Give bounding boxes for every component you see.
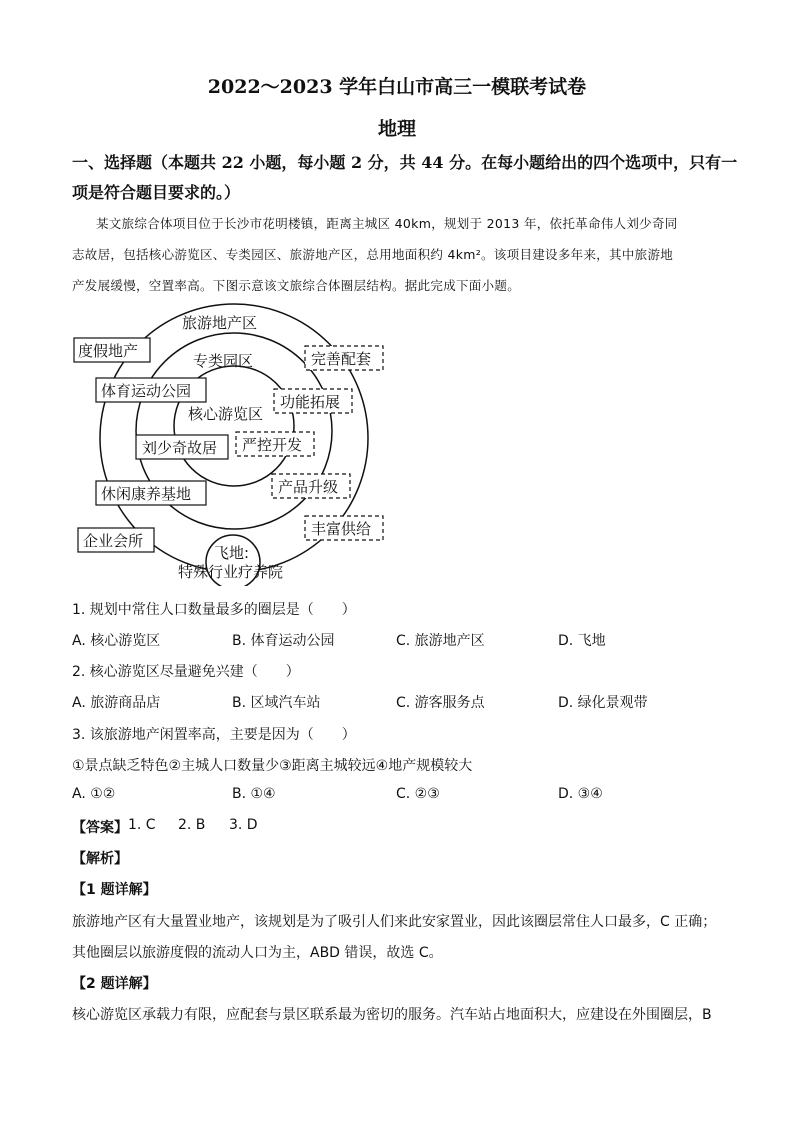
box-product-upgrade-label: 产品升级 [278,478,339,496]
answer-1: 1. C [128,817,156,833]
detail-1-line2: 其他圈层以旅游度假的流动人口为主，ABD 错误，故选 C。 [72,945,443,961]
box-strict-control-label: 严控开发 [242,436,303,454]
detail-1-line1: 旅游地产区有大量置业地产，该规划是为了吸引人们来此安家置业，因此该圈层常住人口最多，C 正确； [72,914,717,930]
flyland-label-line2: 特殊行业疗养院 [178,563,284,581]
q2-option-d: D. 绿化景观带 [558,695,648,711]
q1-option-d: D. 飞地 [558,633,606,649]
intro-line3: 产发展缓慢，空置率高。下图示意该文旅综合体圈层结构。据此完成下面小题。 [72,278,521,293]
flyland-label-line1: 飞地: [214,544,250,562]
box-former-residence-label: 刘少奇故居 [142,439,218,457]
answer-tag: 【答案】 [72,820,128,836]
q2-option-c: C. 游客服务点 [396,695,485,711]
q3-option-d: D. ③④ [558,786,603,802]
q2-option-a: A. 旅游商品店 [72,695,161,711]
outer-zone-label: 旅游地产区 [182,314,258,332]
section-heading-line1: 一、选择题（本题共 22 小题，每小题 2 分，共 44 分。在每小题给出的四个选项中，只有一 [72,153,738,172]
q3-option-c: C. ②③ [396,786,440,802]
box-corporate-club-label: 企业会所 [83,532,144,550]
box-sports-park-label: 体育运动公园 [101,382,192,400]
q2-option-b: B. 区域汽车站 [232,695,321,711]
box-wellness-base-label: 休闲康养基地 [101,485,192,503]
detail-1-tag: 【1 题详解】 [72,882,157,898]
section-heading-line2: 项是符合题目要求的。） [72,183,241,202]
analysis-tag: 【解析】 [72,851,128,867]
subject-title: 地理 [377,118,416,140]
question-3-stem: 3. 该旅游地产闲置率高，主要是因为（ ） [72,727,356,743]
q1-option-b: B. 体育运动公园 [232,633,335,649]
question-3-statements: ①景点缺乏特色②主城人口数量少③距离主城较远④地产规模较大 [72,758,473,774]
box-function-expansion-label: 功能拓展 [280,393,341,411]
question-1-stem: 1. 规划中常住人口数量最多的圈层是（ ） [72,602,356,618]
question-2-stem: 2. 核心游览区尽量避免兴建（ ） [72,664,300,680]
zone-structure-diagram [60,296,400,586]
answer-2: 2. B [178,817,206,833]
box-resort-property-label: 度假地产 [78,342,139,360]
middle-zone-label: 专类园区 [193,352,254,370]
answer-3: 3. D [229,817,258,833]
detail-2-line1: 核心游览区承载力有限，应配套与景区联系最为密切的服务。汽车站占地面积大，应建设在外围圈层，B [72,1007,712,1023]
inner-zone-label: 核心游览区 [188,405,264,423]
intro-line1: 某文旅综合体项目位于长沙市花明楼镇，距离主城区 40km，规划于 2013 年，依托革命伟人刘少奇同 [96,216,678,231]
q3-option-a: A. ①② [72,786,116,802]
q3-option-b: B. ①④ [232,786,276,802]
box-improve-facilities-label: 完善配套 [311,350,372,368]
q1-option-a: A. 核心游览区 [72,633,161,649]
exam-title: 2022～2023 学年白山市高三一模联考试卷 [207,76,587,98]
box-rich-supply-label: 丰富供给 [311,520,372,538]
detail-2-tag: 【2 题详解】 [72,976,157,992]
intro-line2: 志故居，包括核心游览区、专类园区、旅游地产区，总用地面积约 4km²。该项目建设多年来，其中旅游地 [72,247,674,262]
q1-option-c: C. 旅游地产区 [396,633,485,649]
